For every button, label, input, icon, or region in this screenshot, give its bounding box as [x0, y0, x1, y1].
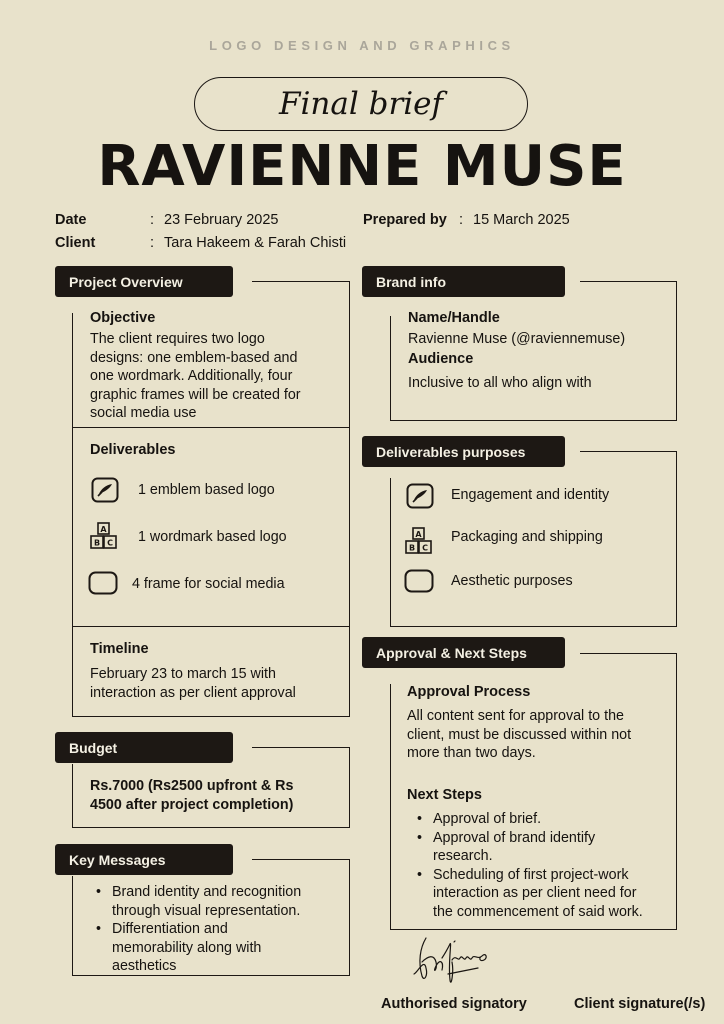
name-handle-value: Ravienne Muse (@raviennemuse)	[408, 331, 626, 347]
divider	[72, 313, 73, 717]
list-item: • Approval of brief.	[413, 810, 671, 829]
project-overview-header	[55, 266, 233, 297]
objective-text: The client requires two logo designs: one emblem-based and one wordmark. Additionally, four graphic frames will be created for social media use	[90, 331, 301, 421]
divider	[72, 626, 350, 627]
divider	[72, 764, 73, 828]
timeline-title: Timeline	[90, 641, 149, 657]
divider	[72, 716, 350, 717]
doc-type-label: Final brief	[278, 86, 444, 122]
svg-text:C: C	[422, 543, 428, 553]
divider	[72, 876, 73, 976]
divider	[72, 827, 350, 828]
deliverables-purposes-header	[362, 436, 565, 467]
key-messages-header	[55, 844, 233, 875]
feather-icon	[91, 477, 119, 503]
divider	[580, 281, 677, 282]
approval-heading: Approval & Next Steps	[376, 644, 527, 661]
deliverable-item-wordmark: 1 wordmark based logo	[138, 529, 287, 545]
svg-text:A: A	[100, 525, 107, 534]
purpose-item-packaging: Packaging and shipping	[451, 529, 603, 545]
rounded-frame-icon	[88, 571, 118, 595]
svg-text:A: A	[415, 530, 422, 539]
next-steps-list	[413, 810, 671, 921]
next-steps-title: Next Steps	[407, 787, 482, 803]
purpose-item-aesthetic: Aesthetic purposes	[451, 573, 573, 589]
deliverable-item-frames: 4 frame for social media	[132, 576, 285, 592]
divider	[390, 929, 677, 930]
handwritten-signature	[408, 932, 492, 994]
svg-text:B: B	[408, 543, 416, 553]
divider	[349, 859, 350, 976]
divider	[390, 420, 677, 421]
abc-blocks-icon	[405, 527, 433, 555]
prepared-value: 15 March 2025	[473, 212, 570, 228]
prepared-label: Prepared by	[363, 212, 447, 228]
deliverables-title: Deliverables	[90, 442, 176, 458]
divider	[676, 653, 677, 930]
objective-title: Objective	[90, 310, 156, 326]
doc-type-pill	[194, 77, 528, 131]
deliverable-item-emblem: 1 emblem based logo	[138, 482, 275, 498]
approval-process-title: Approval Process	[407, 684, 531, 700]
list-item: • Scheduling of first project-work interaction as per client need for the commencement of said work.	[413, 866, 671, 922]
audience-value: Inclusive to all who align with	[408, 375, 592, 391]
divider	[390, 684, 391, 930]
divider	[349, 747, 350, 828]
budget-text: Rs.7000 (Rs2500 upfront & Rs 4500 after project completion)	[90, 778, 294, 813]
date-separator: :	[150, 212, 155, 228]
feather-icon	[406, 483, 434, 509]
client-value: Tara Hakeem & Farah Chisti	[164, 235, 347, 251]
approval-header	[362, 637, 565, 668]
client-separator: :	[150, 235, 155, 251]
purpose-item-engagement: Engagement and identity	[451, 487, 610, 503]
divider	[72, 427, 350, 428]
list-item: • Approval of brand identify research.	[413, 829, 671, 866]
project-overview-heading: Project Overview	[69, 273, 183, 290]
timeline-text: February 23 to march 15 with interaction as per client approval	[90, 666, 296, 701]
key-messages-heading: Key Messages	[69, 851, 166, 868]
budget-heading: Budget	[69, 739, 118, 756]
brand-title: RAVIENNE MUSE	[97, 134, 627, 199]
approval-process-text: All content sent for approval to the client, must be discussed within not more than two days.	[407, 708, 632, 761]
client-label: Client	[55, 235, 96, 251]
abc-blocks-icon	[90, 522, 118, 550]
deliverables-purposes-heading: Deliverables purposes	[376, 443, 526, 460]
divider	[252, 859, 350, 860]
divider	[390, 316, 391, 421]
client-signature-label: Client signature(/s)	[574, 996, 706, 1012]
name-handle-title: Name/Handle	[408, 310, 500, 326]
divider	[390, 478, 391, 627]
authorised-signatory-label: Authorised signatory	[381, 996, 527, 1012]
list-item: • Differentiation and memorability along with aesthetics	[92, 920, 342, 976]
divider	[676, 281, 677, 421]
divider	[580, 653, 677, 654]
divider	[252, 281, 350, 282]
key-messages-list	[92, 883, 342, 976]
divider	[676, 451, 677, 627]
date-label: Date	[55, 212, 87, 228]
svg-text:B: B	[93, 538, 101, 548]
rounded-frame-icon	[404, 569, 434, 593]
audience-title: Audience	[408, 351, 474, 367]
divider	[349, 281, 350, 717]
prepared-separator: :	[459, 212, 464, 228]
budget-header	[55, 732, 233, 763]
brand-info-heading: Brand info	[376, 273, 446, 290]
kicker-text: LOGO DESIGN AND GRAPHICS	[209, 38, 515, 53]
divider	[252, 747, 350, 748]
list-item: • Brand identity and recognition through visual representation.	[92, 883, 342, 920]
brand-info-header	[362, 266, 565, 297]
svg-text:C: C	[107, 538, 113, 548]
divider	[580, 451, 677, 452]
date-value: 23 February 2025	[164, 212, 279, 228]
divider	[390, 626, 677, 627]
